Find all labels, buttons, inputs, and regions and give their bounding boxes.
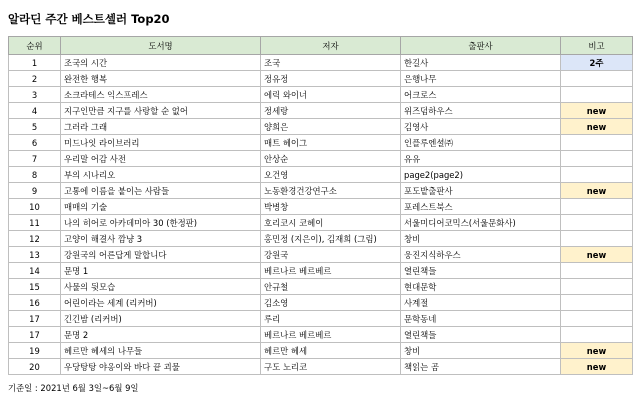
- note-cell: 2주: [561, 55, 633, 71]
- book-title-cell: 고양이 해결사 깜냥 3: [61, 231, 261, 247]
- book-title-cell: 우당탕탕 야옹이와 바다 끝 괴물: [61, 359, 261, 375]
- note-cell: [561, 263, 633, 279]
- publisher-cell: 인플루엔셜㈜: [401, 135, 561, 151]
- table-row: [9, 231, 633, 247]
- table-row: [9, 103, 633, 119]
- table-row: [9, 343, 633, 359]
- book-title-cell: 매매의 기술: [61, 199, 261, 215]
- column-header-publisher: 출판사: [401, 37, 561, 55]
- publisher-cell: 포레스트북스: [401, 199, 561, 215]
- book-title-cell: 사물의 뒷모습: [61, 279, 261, 295]
- reference-date-note: 기준일 : 2021년 6월 3일~6월 9일: [8, 383, 139, 393]
- rank-cell: 2: [9, 71, 61, 87]
- author-cell: 김소영: [261, 295, 401, 311]
- note-cell: [561, 279, 633, 295]
- author-cell: 매트 헤이그: [261, 135, 401, 151]
- note-cell: new: [561, 359, 633, 375]
- rank-cell: 15: [9, 279, 61, 295]
- note-cell: [561, 135, 633, 151]
- author-cell: 베르나르 베르베르: [261, 263, 401, 279]
- note-cell: [561, 167, 633, 183]
- publisher-cell: 사계절: [401, 295, 561, 311]
- author-cell: 강원국: [261, 247, 401, 263]
- table-row: [9, 359, 633, 375]
- book-title-cell: 문명 2: [61, 327, 261, 343]
- note-cell: new: [561, 119, 633, 135]
- table-header-row: [9, 37, 633, 55]
- publisher-cell: 열린책들: [401, 263, 561, 279]
- table-row: [9, 327, 633, 343]
- author-cell: 노동환경건강연구소: [261, 183, 401, 199]
- note-cell: [561, 295, 633, 311]
- publisher-cell: 위즈덤하우스: [401, 103, 561, 119]
- table-row: [9, 119, 633, 135]
- rank-cell: 9: [9, 183, 61, 199]
- book-title-cell: 미드나잇 라이브러리: [61, 135, 261, 151]
- author-cell: 베르나르 베르베르: [261, 327, 401, 343]
- book-title-cell: 그러라 그래: [61, 119, 261, 135]
- rank-cell: 17: [9, 311, 61, 327]
- note-cell: [561, 231, 633, 247]
- note-cell: [561, 327, 633, 343]
- table-row: [9, 199, 633, 215]
- table-row: [9, 87, 633, 103]
- publisher-cell: 김영사: [401, 119, 561, 135]
- author-cell: 박병창: [261, 199, 401, 215]
- publisher-cell: 어크로스: [401, 87, 561, 103]
- book-title-cell: 조국의 시간: [61, 55, 261, 71]
- column-header-book: 도서명: [61, 37, 261, 55]
- page-title: 알라딘 주간 베스트셀러 Top20: [8, 12, 170, 26]
- note-cell: [561, 215, 633, 231]
- rank-cell: 6: [9, 135, 61, 151]
- author-cell: 헤르만 헤세: [261, 343, 401, 359]
- author-cell: 양희은: [261, 119, 401, 135]
- publisher-cell: 문학동네: [401, 311, 561, 327]
- book-title-cell: 문명 1: [61, 263, 261, 279]
- table-row: [9, 263, 633, 279]
- table-row: [9, 215, 633, 231]
- publisher-cell: 은행나무: [401, 71, 561, 87]
- rank-cell: 12: [9, 231, 61, 247]
- rank-cell: 16: [9, 295, 61, 311]
- publisher-cell: 창비: [401, 231, 561, 247]
- note-cell: new: [561, 183, 633, 199]
- publisher-cell: 현대문학: [401, 279, 561, 295]
- rank-cell: 1: [9, 55, 61, 71]
- author-cell: 정유정: [261, 71, 401, 87]
- book-title-cell: 소크라테스 익스프레스: [61, 87, 261, 103]
- author-cell: 루리: [261, 311, 401, 327]
- note-cell: [561, 71, 633, 87]
- table-row: [9, 135, 633, 151]
- author-cell: 안규철: [261, 279, 401, 295]
- publisher-cell: 서울미디어코믹스(서울문화사): [401, 215, 561, 231]
- author-cell: 오건영: [261, 167, 401, 183]
- table-row: [9, 183, 633, 199]
- rank-cell: 11: [9, 215, 61, 231]
- rank-cell: 7: [9, 151, 61, 167]
- book-title-cell: 우리말 어감 사전: [61, 151, 261, 167]
- author-cell: 안상순: [261, 151, 401, 167]
- publisher-cell: page2(page2): [401, 167, 561, 183]
- book-title-cell: 완전한 행복: [61, 71, 261, 87]
- table-row: [9, 279, 633, 295]
- publisher-cell: 한길사: [401, 55, 561, 71]
- rank-cell: 20: [9, 359, 61, 375]
- column-header-author: 저자: [261, 37, 401, 55]
- book-title-cell: 어린이라는 세계 (리커버): [61, 295, 261, 311]
- table-row: [9, 55, 633, 71]
- book-title-cell: 강원국의 어른답게 말합니다: [61, 247, 261, 263]
- column-header-note: 비고: [561, 37, 633, 55]
- rank-cell: 17: [9, 327, 61, 343]
- publisher-cell: 포도밭출판사: [401, 183, 561, 199]
- table-row: [9, 311, 633, 327]
- note-cell: [561, 151, 633, 167]
- note-cell: [561, 311, 633, 327]
- table-row: [9, 151, 633, 167]
- publisher-cell: 열린책들: [401, 327, 561, 343]
- rank-cell: 13: [9, 247, 61, 263]
- note-cell: [561, 199, 633, 215]
- author-cell: 에릭 와이너: [261, 87, 401, 103]
- book-title-cell: 고통에 이름을 붙이는 사람들: [61, 183, 261, 199]
- book-title-cell: 지구인만큼 지구를 사랑할 순 없어: [61, 103, 261, 119]
- table-row: [9, 71, 633, 87]
- book-title-cell: 긴긴밤 (리커버): [61, 311, 261, 327]
- book-title-cell: 헤르만 헤세의 나무들: [61, 343, 261, 359]
- rank-cell: 4: [9, 103, 61, 119]
- table-row: [9, 167, 633, 183]
- table-row: [9, 295, 633, 311]
- table-row: [9, 247, 633, 263]
- rank-cell: 19: [9, 343, 61, 359]
- author-cell: 정세랑: [261, 103, 401, 119]
- author-cell: 홍민정 (지은이), 김재희 (그림): [261, 231, 401, 247]
- rank-cell: 3: [9, 87, 61, 103]
- note-cell: new: [561, 103, 633, 119]
- rank-cell: 5: [9, 119, 61, 135]
- rank-cell: 14: [9, 263, 61, 279]
- publisher-cell: 웅진지식하우스: [401, 247, 561, 263]
- note-cell: [561, 87, 633, 103]
- author-cell: 구도 노리코: [261, 359, 401, 375]
- book-title-cell: 부의 시나리오: [61, 167, 261, 183]
- publisher-cell: 유유: [401, 151, 561, 167]
- book-title-cell: 나의 히어로 아카데미아 30 (한정판): [61, 215, 261, 231]
- publisher-cell: 창비: [401, 343, 561, 359]
- bestseller-table: [8, 36, 633, 375]
- author-cell: 호리코시 코헤이: [261, 215, 401, 231]
- author-cell: 조국: [261, 55, 401, 71]
- rank-cell: 10: [9, 199, 61, 215]
- column-header-rank: 순위: [9, 37, 61, 55]
- note-cell: new: [561, 247, 633, 263]
- publisher-cell: 책읽는 곰: [401, 359, 561, 375]
- note-cell: new: [561, 343, 633, 359]
- rank-cell: 8: [9, 167, 61, 183]
